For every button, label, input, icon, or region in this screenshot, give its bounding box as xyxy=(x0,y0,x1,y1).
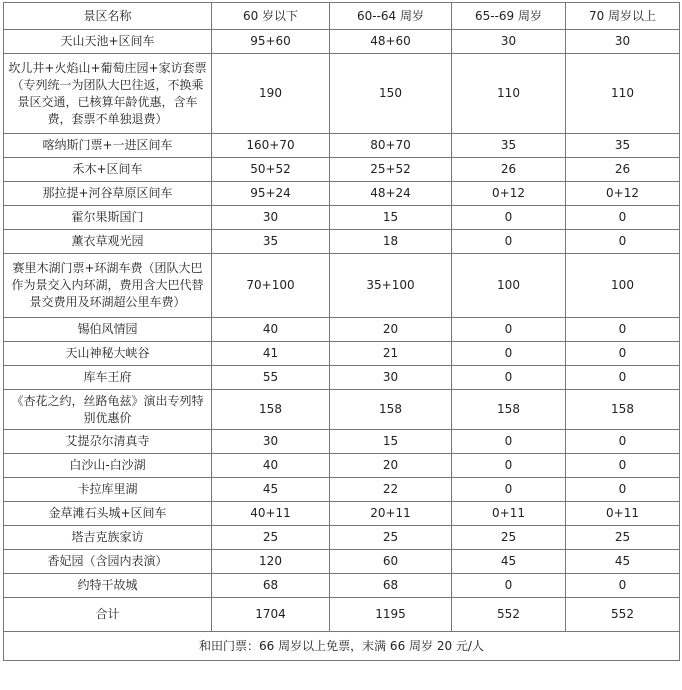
price-cell: 158 xyxy=(452,390,566,430)
price-cell: 0+12 xyxy=(566,182,680,206)
price-cell: 50+52 xyxy=(212,158,330,182)
price-cell: 25+52 xyxy=(330,158,452,182)
price-cell: 40+11 xyxy=(212,502,330,526)
attraction-name-cell: 天山天池+区间车 xyxy=(4,30,212,54)
price-cell: 158 xyxy=(566,390,680,430)
attraction-name-cell: 那拉提+河谷草原区间车 xyxy=(4,182,212,206)
header-70-plus: 70 周岁以上 xyxy=(566,3,680,30)
table-row xyxy=(4,342,680,366)
price-cell: 35 xyxy=(452,134,566,158)
table-row xyxy=(4,134,680,158)
price-cell: 95+60 xyxy=(212,30,330,54)
header-row xyxy=(4,3,680,30)
attraction-name-cell: 香妃园（含园内表演） xyxy=(4,550,212,574)
price-cell: 22 xyxy=(330,478,452,502)
price-cell: 26 xyxy=(452,158,566,182)
price-cell: 45 xyxy=(452,550,566,574)
price-cell: 15 xyxy=(330,430,452,454)
table-row xyxy=(4,502,680,526)
price-cell: 1195 xyxy=(330,598,452,632)
table-row xyxy=(4,526,680,550)
price-cell: 0 xyxy=(566,318,680,342)
table-row xyxy=(4,206,680,230)
price-cell: 0 xyxy=(566,478,680,502)
price-cell: 0 xyxy=(452,430,566,454)
attraction-name-cell: 赛里木湖门票+环湖车费（团队大巴作为景交入内环湖，费用含大巴代替景交费用及环湖超公里车费） xyxy=(4,254,212,318)
attraction-name-cell: 喀纳斯门票+一进区间车 xyxy=(4,134,212,158)
price-cell: 100 xyxy=(566,254,680,318)
price-cell: 95+24 xyxy=(212,182,330,206)
price-cell: 158 xyxy=(330,390,452,430)
price-cell: 41 xyxy=(212,342,330,366)
price-cell: 80+70 xyxy=(330,134,452,158)
price-cell: 70+100 xyxy=(212,254,330,318)
header-65-69: 65--69 周岁 xyxy=(452,3,566,30)
price-cell: 18 xyxy=(330,230,452,254)
price-cell: 20+11 xyxy=(330,502,452,526)
table-row xyxy=(4,366,680,390)
price-cell: 0 xyxy=(452,478,566,502)
price-cell: 0+11 xyxy=(566,502,680,526)
price-cell: 30 xyxy=(566,30,680,54)
attraction-name-cell: 薰衣草观光园 xyxy=(4,230,212,254)
attraction-name-cell: 合计 xyxy=(4,598,212,632)
price-cell: 0 xyxy=(452,342,566,366)
table-row xyxy=(4,478,680,502)
price-cell: 68 xyxy=(212,574,330,598)
attraction-name-cell: 锡伯风情园 xyxy=(4,318,212,342)
price-cell: 55 xyxy=(212,366,330,390)
price-cell: 40 xyxy=(212,454,330,478)
header-under-60: 60 岁以下 xyxy=(212,3,330,30)
price-cell: 15 xyxy=(330,206,452,230)
price-cell: 21 xyxy=(330,342,452,366)
price-cell: 0 xyxy=(566,454,680,478)
table-row xyxy=(4,454,680,478)
price-cell: 45 xyxy=(566,550,680,574)
price-cell: 110 xyxy=(452,54,566,134)
table-row xyxy=(4,550,680,574)
price-cell: 150 xyxy=(330,54,452,134)
attraction-name-cell: 禾木+区间车 xyxy=(4,158,212,182)
table-row xyxy=(4,318,680,342)
price-cell: 45 xyxy=(212,478,330,502)
price-cell: 0 xyxy=(452,366,566,390)
price-cell: 20 xyxy=(330,454,452,478)
price-cell: 110 xyxy=(566,54,680,134)
price-cell: 30 xyxy=(212,206,330,230)
table-row xyxy=(4,574,680,598)
attraction-name-cell: 霍尔果斯国门 xyxy=(4,206,212,230)
table-row xyxy=(4,182,680,206)
price-cell: 0 xyxy=(452,318,566,342)
ticket-price-table xyxy=(3,2,680,661)
attraction-name-cell: 卡拉库里湖 xyxy=(4,478,212,502)
price-cell: 0 xyxy=(566,342,680,366)
price-cell: 0 xyxy=(452,230,566,254)
price-cell: 552 xyxy=(566,598,680,632)
price-cell: 0+12 xyxy=(452,182,566,206)
price-cell: 190 xyxy=(212,54,330,134)
attraction-name-cell: 白沙山-白沙湖 xyxy=(4,454,212,478)
attraction-name-cell: 金草滩石头城+区间车 xyxy=(4,502,212,526)
price-cell: 20 xyxy=(330,318,452,342)
attraction-name-cell: 库车王府 xyxy=(4,366,212,390)
table-row xyxy=(4,30,680,54)
price-cell: 25 xyxy=(212,526,330,550)
price-cell: 30 xyxy=(330,366,452,390)
price-cell: 0+11 xyxy=(452,502,566,526)
price-cell: 0 xyxy=(452,454,566,478)
table-row xyxy=(4,54,680,134)
price-cell: 35 xyxy=(212,230,330,254)
price-cell: 35 xyxy=(566,134,680,158)
price-cell: 120 xyxy=(212,550,330,574)
total-row xyxy=(4,598,680,632)
header-attraction-name: 景区名称 xyxy=(4,3,212,30)
attraction-name-cell: 塔吉克族家访 xyxy=(4,526,212,550)
price-cell: 552 xyxy=(452,598,566,632)
table-row xyxy=(4,430,680,454)
price-cell: 25 xyxy=(452,526,566,550)
header-60-64: 60--64 周岁 xyxy=(330,3,452,30)
price-cell: 48+60 xyxy=(330,30,452,54)
price-cell: 0 xyxy=(452,206,566,230)
price-cell: 100 xyxy=(452,254,566,318)
price-cell: 48+24 xyxy=(330,182,452,206)
attraction-name-cell: 天山神秘大峡谷 xyxy=(4,342,212,366)
attraction-name-cell: 《杏花之约，丝路龟兹》演出专列特别优惠价 xyxy=(4,390,212,430)
table-row xyxy=(4,390,680,430)
footer-note: 和田门票：66 周岁以上免票，末满 66 周岁 20 元/人 xyxy=(4,632,680,661)
price-cell: 68 xyxy=(330,574,452,598)
table-row xyxy=(4,158,680,182)
attraction-name-cell: 艾提尕尔清真寺 xyxy=(4,430,212,454)
price-cell: 0 xyxy=(566,366,680,390)
table-row xyxy=(4,254,680,318)
price-cell: 0 xyxy=(566,206,680,230)
attraction-name-cell: 坎儿井+火焰山+葡萄庄园+家访套票（专列统一为团队大巴往返，不换乘景区交通，已核算年龄优惠，含车费，套票不单独退费） xyxy=(4,54,212,134)
price-cell: 30 xyxy=(452,30,566,54)
attraction-name-cell: 约特干故城 xyxy=(4,574,212,598)
price-cell: 160+70 xyxy=(212,134,330,158)
price-cell: 25 xyxy=(566,526,680,550)
price-cell: 0 xyxy=(566,230,680,254)
price-cell: 60 xyxy=(330,550,452,574)
price-cell: 0 xyxy=(452,574,566,598)
price-cell: 25 xyxy=(330,526,452,550)
price-cell: 40 xyxy=(212,318,330,342)
price-cell: 26 xyxy=(566,158,680,182)
price-cell: 1704 xyxy=(212,598,330,632)
price-cell: 35+100 xyxy=(330,254,452,318)
price-cell: 0 xyxy=(566,574,680,598)
price-cell: 0 xyxy=(566,430,680,454)
table-row xyxy=(4,230,680,254)
price-cell: 30 xyxy=(212,430,330,454)
footer-row xyxy=(4,632,680,661)
price-cell: 158 xyxy=(212,390,330,430)
